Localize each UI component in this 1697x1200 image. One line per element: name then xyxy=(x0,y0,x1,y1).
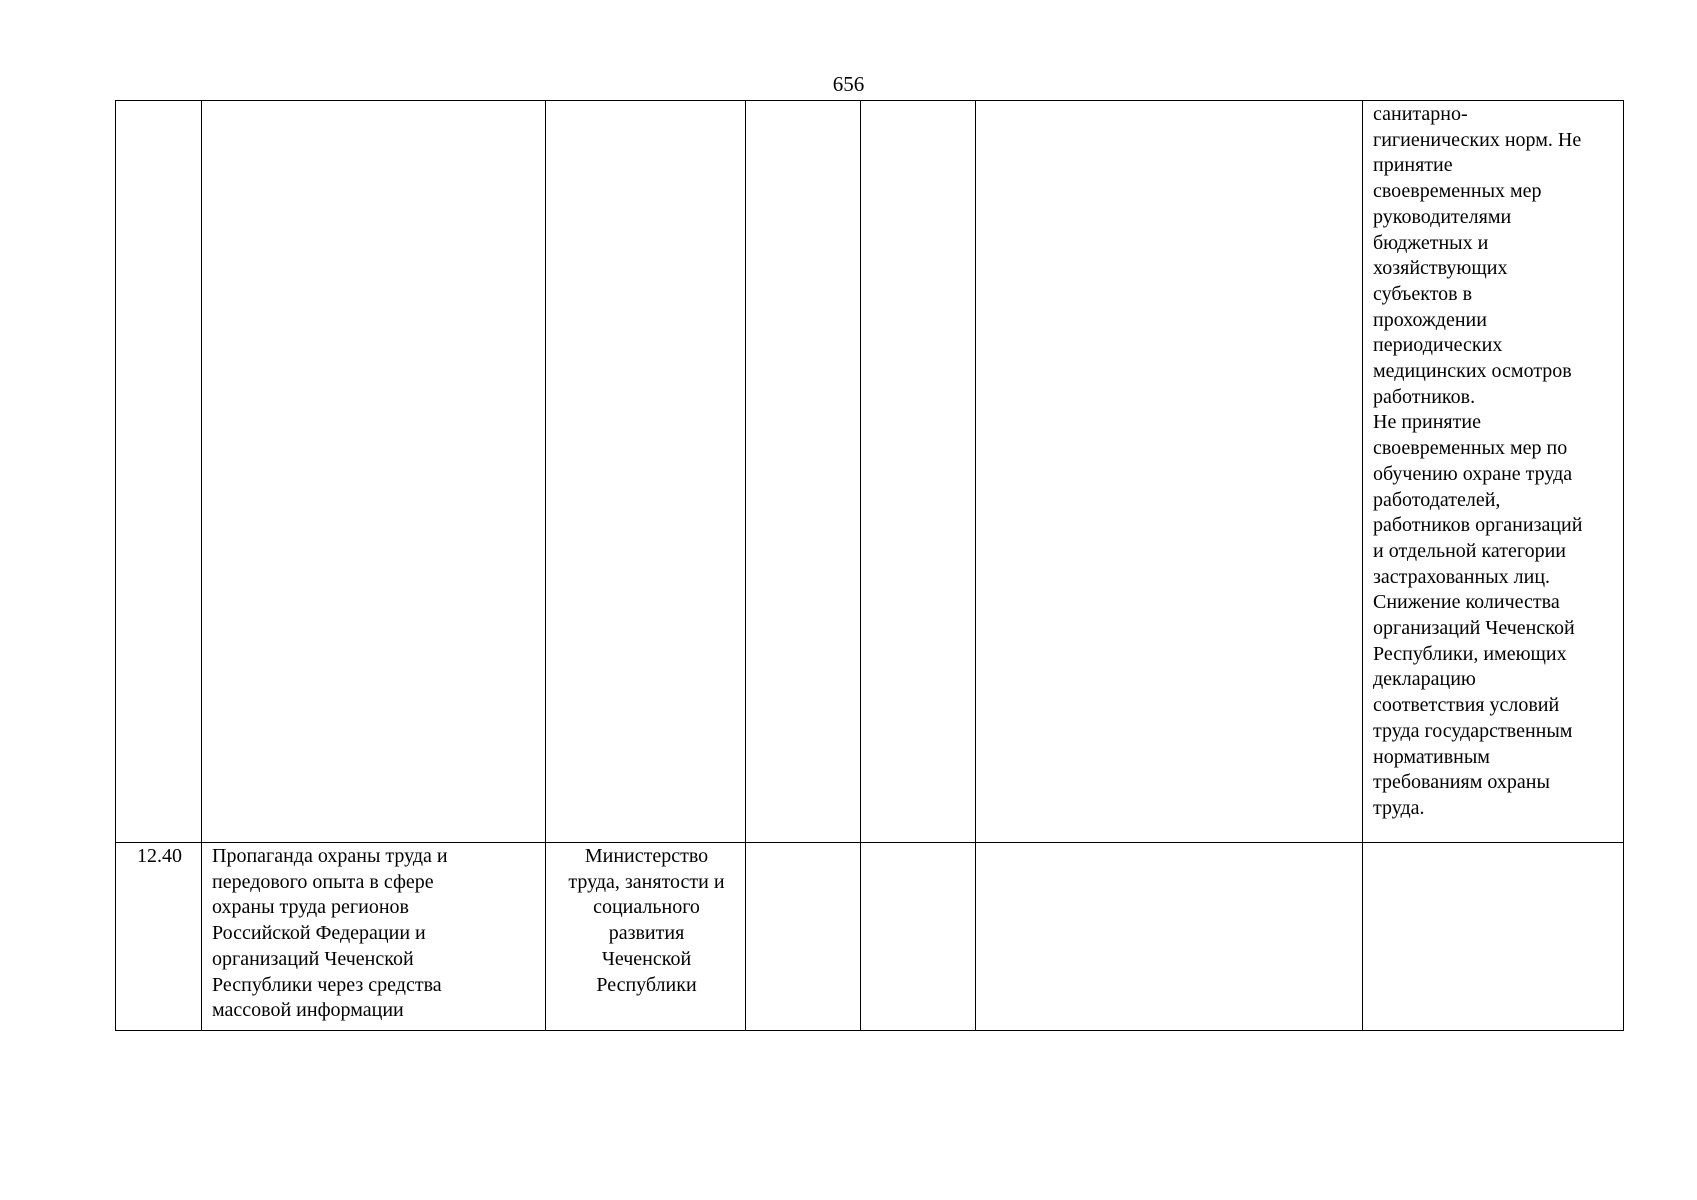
cell-col6 xyxy=(976,101,1363,843)
cell-col6 xyxy=(976,843,1363,1031)
cell-executor xyxy=(546,101,746,843)
cell-col4 xyxy=(746,843,861,1031)
measures-table xyxy=(115,100,1624,1031)
page-number: 656 xyxy=(832,72,865,96)
cell-event xyxy=(202,101,546,843)
cell-consequences: санитарно- гигиенических норм. Не принятие своевременных мер руководителями бюджетных и хозяйствующих субъектов в прохождении периодических медицинских осмотров работников. Не принятие своевременных мер по обучению охране труда работодателей, работников организаций и отдельной категории застрахованных лиц. Снижение количества организаций Чеченской Республики, имеющих декларацию соответствия условий труда государственным нормативным требованиям охраны труда. xyxy=(1363,101,1624,843)
cell-col4 xyxy=(746,101,861,843)
cell-consequences xyxy=(1363,843,1624,1031)
cell-col5 xyxy=(861,843,976,1031)
table-row xyxy=(116,843,1624,1031)
cell-event: Пропаганда охраны труда и передового опыта в сфере охраны труда регионов Российской Федерации и организаций Чеченской Республики через средства массовой информации xyxy=(202,843,546,1031)
cell-number: 12.40 xyxy=(116,843,202,1031)
cell-executor: Министерство труда, занятости и социального развития Чеченской Республики xyxy=(546,843,746,1031)
cell-col5 xyxy=(861,101,976,843)
cell-number xyxy=(116,101,202,843)
table-row xyxy=(116,101,1624,843)
